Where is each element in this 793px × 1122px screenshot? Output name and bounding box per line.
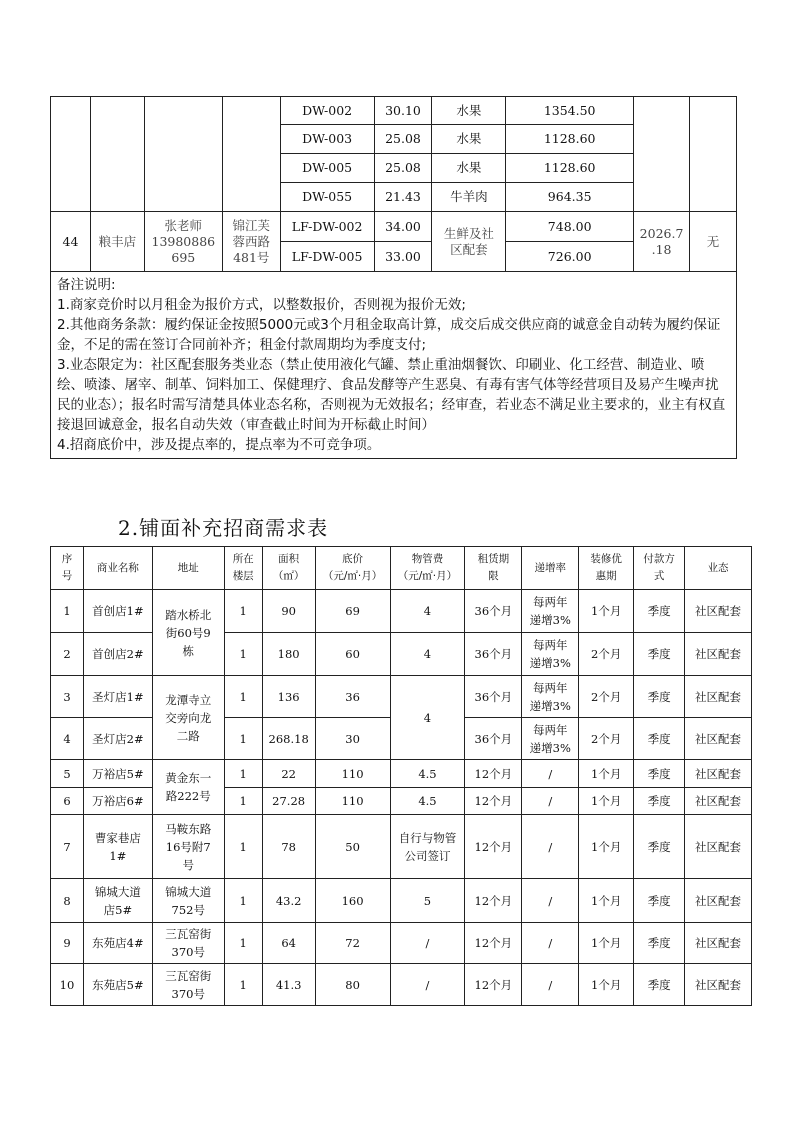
- unit-area: 33.00: [374, 242, 432, 272]
- payment-method: 季度: [634, 718, 685, 760]
- header-fee: 物管费 （元/㎡·月）: [390, 547, 465, 590]
- note-item: 3.业态限定为：社区配套服务类业态（禁止使用液化气罐、禁止重油烟餐饮、印刷业、化工经营、制造业、喷绘、喷漆、屠宰、制革、饲料加工、保健理疗、食品发酵等产生恶臭、有毒有害气体等经营项目及易产生噪声扰民的业态）；报名时需写清楚具体业态名称，否则视为无效报名；经审查，若业态不满足业主要求的，业主有权直接退回诚意金，报名自动失效（审查截止时间为开标截止时间）: [57, 357, 726, 433]
- floor: 1: [224, 633, 262, 676]
- shop-name: 首创店1#: [83, 590, 152, 633]
- deadline-date: 2026.7 .18: [634, 212, 690, 272]
- base-price: 50: [315, 815, 390, 879]
- unit-area: 34.00: [374, 212, 432, 242]
- business-type: 社区配套: [685, 760, 752, 788]
- increment-rate: /: [522, 964, 579, 1006]
- unit-type: 生鲜及社 区配套: [432, 212, 506, 272]
- property-fee: 4: [390, 633, 465, 676]
- header-floor: 所在 楼层: [224, 547, 262, 590]
- shop-address: 踏水桥北 街60号9 栋: [152, 590, 224, 676]
- property-fee: 4: [390, 676, 465, 760]
- unit-price: 1128.60: [506, 154, 634, 183]
- unit-price: 964.35: [506, 183, 634, 212]
- floor: 1: [224, 590, 262, 633]
- area: 41.3: [262, 964, 315, 1006]
- business-type: 社区配套: [685, 879, 752, 923]
- business-type: 社区配套: [685, 633, 752, 676]
- shop-address: 三瓦窑街 370号: [152, 964, 224, 1006]
- property-fee: 4.5: [390, 788, 465, 815]
- lease-term: 36个月: [465, 718, 522, 760]
- address: 锦江芙 蓉西路 481号: [222, 212, 280, 272]
- unit-type: 牛羊肉: [432, 183, 506, 212]
- unit-area: 30.10: [374, 97, 432, 125]
- payment-method: 季度: [634, 815, 685, 879]
- header-increment: 递增率: [522, 547, 579, 590]
- unit-type: 水果: [432, 154, 506, 183]
- row-number: 10: [51, 964, 84, 1006]
- area: 78: [262, 815, 315, 879]
- lease-term: 36个月: [465, 590, 522, 633]
- shop-name: 首创店2#: [83, 633, 152, 676]
- unit-code: DW-055: [280, 183, 374, 212]
- shop-name: 万裕店5#: [83, 760, 152, 788]
- unit-type: 水果: [432, 97, 506, 125]
- shop-name: 曹家巷店 1#: [83, 815, 152, 879]
- business-type: 社区配套: [685, 676, 752, 718]
- row-number: 7: [51, 815, 84, 879]
- remark: 无: [690, 212, 737, 272]
- floor: 1: [224, 788, 262, 815]
- payment-method: 季度: [634, 590, 685, 633]
- row-number: 9: [51, 923, 84, 964]
- floor: 1: [224, 879, 262, 923]
- base-price: 72: [315, 923, 390, 964]
- business-type: 社区配套: [685, 964, 752, 1006]
- section-title: 2.铺面补充招商需求表: [118, 516, 329, 540]
- table-row: [51, 212, 737, 242]
- table-row: [51, 923, 752, 964]
- lease-term: 12个月: [465, 964, 522, 1006]
- payment-method: 季度: [634, 676, 685, 718]
- base-price: 36: [315, 676, 390, 718]
- notes-row: [51, 272, 737, 459]
- row-number: 4: [51, 718, 84, 760]
- floor: 1: [224, 815, 262, 879]
- lease-term: 12个月: [465, 760, 522, 788]
- notes-heading: 备注说明:: [57, 277, 116, 293]
- unit-price: 748.00: [506, 212, 634, 242]
- shop-address: 龙潭寺立 交旁向龙 二路: [152, 676, 224, 760]
- base-price: 69: [315, 590, 390, 633]
- header-business: 业态: [685, 547, 752, 590]
- business-type: 社区配套: [685, 590, 752, 633]
- row-number: 3: [51, 676, 84, 718]
- table-row: [51, 879, 752, 923]
- store-name: 粮丰店: [90, 212, 144, 272]
- payment-method: 季度: [634, 923, 685, 964]
- header-no: 序 号: [51, 547, 84, 590]
- shop-demand-table: [50, 546, 752, 1006]
- free-period: 2个月: [579, 633, 634, 676]
- unit-code: LF-DW-002: [280, 212, 374, 242]
- floor: 1: [224, 923, 262, 964]
- table-row: [51, 676, 752, 718]
- payment-method: 季度: [634, 633, 685, 676]
- payment-method: 季度: [634, 760, 685, 788]
- table-row: [51, 815, 752, 879]
- area: 43.2: [262, 879, 315, 923]
- increment-rate: /: [522, 788, 579, 815]
- lease-term: 12个月: [465, 788, 522, 815]
- row-number: 8: [51, 879, 84, 923]
- base-price: 160: [315, 879, 390, 923]
- unit-code: DW-005: [280, 154, 374, 183]
- row-number: 1: [51, 590, 84, 633]
- floor: 1: [224, 676, 262, 718]
- unit-code: DW-003: [280, 125, 374, 154]
- unit-area: 25.08: [374, 125, 432, 154]
- increment-rate: /: [522, 879, 579, 923]
- unit-code: DW-002: [280, 97, 374, 125]
- header-free-period: 装修优 惠期: [579, 547, 634, 590]
- floor: 1: [224, 964, 262, 1006]
- shop-name: 圣灯店2#: [83, 718, 152, 760]
- area: 64: [262, 923, 315, 964]
- increment-rate: /: [522, 760, 579, 788]
- note-item: 2.其他商务条款：履约保证金按照5000元或3个月租金取高计算，成交后成交供应商的诚意金自动转为履约保证金，不足的需在签订合同前补齐；租金付款周期均为季度支付;: [57, 317, 721, 353]
- floor: 1: [224, 718, 262, 760]
- property-fee: 5: [390, 879, 465, 923]
- unit-area: 25.08: [374, 154, 432, 183]
- row-number: 44: [51, 212, 91, 272]
- free-period: 1个月: [579, 760, 634, 788]
- property-fee: 自行与物管 公司签订: [390, 815, 465, 879]
- table-row: [51, 97, 737, 125]
- free-period: 1个月: [579, 590, 634, 633]
- area: 27.28: [262, 788, 315, 815]
- header-price: 底价 （元/㎡·月）: [315, 547, 390, 590]
- shop-name: 锦城大道 店5#: [83, 879, 152, 923]
- unit-area: 21.43: [374, 183, 432, 212]
- payment-method: 季度: [634, 879, 685, 923]
- base-price: 110: [315, 788, 390, 815]
- increment-rate: /: [522, 815, 579, 879]
- header-area: 面积 （㎡）: [262, 547, 315, 590]
- row-number: 6: [51, 788, 84, 815]
- lease-term: 36个月: [465, 633, 522, 676]
- area: 22: [262, 760, 315, 788]
- business-type: 社区配套: [685, 788, 752, 815]
- notes-cell: [51, 272, 737, 459]
- shop-address: 马鞍东路 16号附7 号: [152, 815, 224, 879]
- business-type: 社区配套: [685, 923, 752, 964]
- contact: 张老师 13980886 695: [144, 212, 222, 272]
- payment-method: 季度: [634, 964, 685, 1006]
- lease-term: 36个月: [465, 676, 522, 718]
- header-row: [51, 547, 752, 590]
- cell-blank: [690, 97, 737, 212]
- header-address: 地址: [152, 547, 224, 590]
- cell-blank: [222, 97, 280, 212]
- increment-rate: 每两年 递增3%: [522, 590, 579, 633]
- increment-rate: 每两年 递增3%: [522, 633, 579, 676]
- unit-price: 726.00: [506, 242, 634, 272]
- row-number: 2: [51, 633, 84, 676]
- shop-name: 圣灯店1#: [83, 676, 152, 718]
- free-period: 2个月: [579, 718, 634, 760]
- cell-blank: [51, 97, 91, 212]
- note-item: 1.商家竞价时以月租金为报价方式，以整数报价，否则视为报价无效;: [57, 297, 466, 313]
- base-price: 30: [315, 718, 390, 760]
- cell-blank: [90, 97, 144, 212]
- header-payment: 付款方 式: [634, 547, 685, 590]
- payment-method: 季度: [634, 788, 685, 815]
- table-row: [51, 590, 752, 633]
- area: 136: [262, 676, 315, 718]
- shop-name: 东苑店5#: [83, 964, 152, 1006]
- row-number: 5: [51, 760, 84, 788]
- free-period: 1个月: [579, 788, 634, 815]
- lease-term: 12个月: [465, 923, 522, 964]
- increment-rate: 每两年 递增3%: [522, 676, 579, 718]
- shop-name: 万裕店6#: [83, 788, 152, 815]
- property-fee: 4.5: [390, 760, 465, 788]
- base-price: 110: [315, 760, 390, 788]
- property-fee: /: [390, 964, 465, 1006]
- unit-type: 水果: [432, 125, 506, 154]
- unit-price: 1128.60: [506, 125, 634, 154]
- free-period: 1个月: [579, 964, 634, 1006]
- increment-rate: /: [522, 923, 579, 964]
- cell-blank: [634, 97, 690, 212]
- area: 180: [262, 633, 315, 676]
- free-period: 1个月: [579, 879, 634, 923]
- unit-price: 1354.50: [506, 97, 634, 125]
- lease-term: 12个月: [465, 815, 522, 879]
- shop-name: 东苑店4#: [83, 923, 152, 964]
- header-term: 租赁期 限: [465, 547, 522, 590]
- table-row: [51, 964, 752, 1006]
- free-period: 1个月: [579, 923, 634, 964]
- base-price: 60: [315, 633, 390, 676]
- property-fee: /: [390, 923, 465, 964]
- shop-address: 三瓦窑街 370号: [152, 923, 224, 964]
- bidding-table-continued: [50, 96, 737, 459]
- note-item: 4.招商底价中，涉及提点率的，提点率为不可竞争项。: [57, 437, 381, 453]
- shop-address: 黄金东一 路222号: [152, 760, 224, 815]
- area: 90: [262, 590, 315, 633]
- floor: 1: [224, 760, 262, 788]
- shop-address: 锦城大道 752号: [152, 879, 224, 923]
- business-type: 社区配套: [685, 718, 752, 760]
- unit-code: LF-DW-005: [280, 242, 374, 272]
- table-row: [51, 760, 752, 788]
- lease-term: 12个月: [465, 879, 522, 923]
- free-period: 2个月: [579, 676, 634, 718]
- area: 268.18: [262, 718, 315, 760]
- header-name: 商业名称: [83, 547, 152, 590]
- property-fee: 4: [390, 590, 465, 633]
- base-price: 80: [315, 964, 390, 1006]
- increment-rate: 每两年 递增3%: [522, 718, 579, 760]
- free-period: 1个月: [579, 815, 634, 879]
- business-type: 社区配套: [685, 815, 752, 879]
- cell-blank: [144, 97, 222, 212]
